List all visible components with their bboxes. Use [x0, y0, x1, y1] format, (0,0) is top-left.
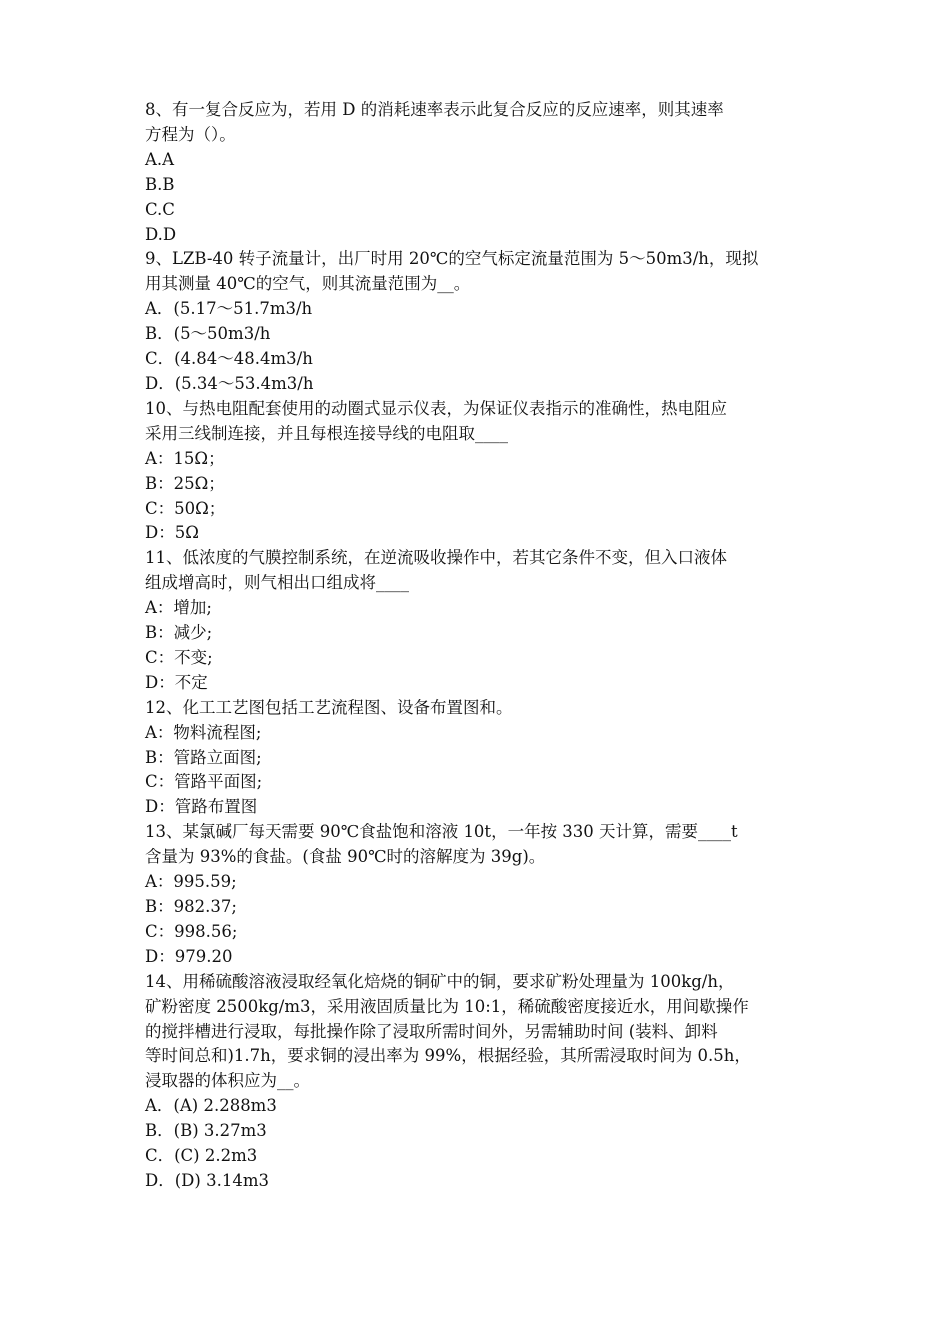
- option-d: D：不定: [145, 672, 208, 692]
- option-a: A：物料流程图;: [145, 722, 262, 742]
- option-c: C：998.56;: [145, 921, 238, 941]
- option-c: C.C: [145, 199, 175, 219]
- option-b: B：25Ω；: [145, 473, 225, 493]
- question-line: 9、LZB-40 转子流量计，出厂时用 20℃的空气标定流量范围为 5～50m3/h，现拟: [145, 249, 759, 269]
- option-b: B：管路立面图;: [145, 747, 262, 767]
- question-line: 浸取器的体积应为__。: [145, 1071, 310, 1091]
- question-9: [145, 247, 815, 396]
- question-text: [145, 820, 815, 870]
- question-11: [145, 546, 815, 695]
- option-d: D.D: [145, 224, 177, 244]
- option-c: C．(C) 2.2m3: [145, 1146, 258, 1166]
- option-a: A：增加;: [145, 598, 212, 618]
- option-d: D：979.20: [145, 946, 233, 966]
- question-text: [145, 546, 815, 596]
- option-c: C：50Ω；: [145, 498, 226, 518]
- option-c: C．(4.84～48.4m3/h: [145, 349, 313, 369]
- question-line: 10、与热电阻配套使用的动圈式显示仪表，为保证仪表指示的准确性，热电阻应: [145, 398, 727, 418]
- question-line: 矿粉密度 2500kg/m3，采用液固质量比为 10:1，稀硫酸密度接近水，用间歇操作: [145, 996, 749, 1016]
- question-8: [145, 98, 815, 247]
- question-line: 11、低浓度的气膜控制系统，在逆流吸收操作中，若其它条件不变，但入口液体: [145, 548, 727, 568]
- question-13: [145, 820, 815, 969]
- option-a: A.A: [145, 149, 175, 169]
- question-10: [145, 397, 815, 546]
- option-c: C：不变;: [145, 647, 213, 667]
- question-text: [145, 98, 815, 148]
- question-line: 用其测量 40℃的空气，则其流量范围为__。: [145, 274, 471, 294]
- question-line: 的搅拌槽进行浸取，每批操作除了浸取所需时间外，另需辅助时间 (装料、卸料: [145, 1021, 718, 1041]
- question-line: 8、有一复合反应为，若用 D 的消耗速率表示此复合反应的反应速率，则其速率: [145, 100, 724, 119]
- option-b: B．(5～50m3/h: [145, 324, 271, 344]
- option-a: A：995.59;: [145, 872, 237, 892]
- option-d: D：管路布置图: [145, 797, 258, 817]
- option-b: B：减少;: [145, 623, 213, 643]
- question-line: 14、用稀硫酸溶液浸取经氧化焙烧的铜矿中的铜，要求矿粉处理量为 100kg/h，: [145, 971, 735, 991]
- question-12: [145, 696, 815, 821]
- question-line: 组成增高时，则气相出口组成将____: [145, 573, 409, 593]
- option-b: B.B: [145, 174, 175, 194]
- document-page: [145, 98, 815, 1194]
- option-d: D．(D) 3.14m3: [145, 1170, 269, 1190]
- option-a: A．(A) 2.288m3: [145, 1096, 277, 1116]
- question-line: 方程为（）。: [145, 124, 236, 144]
- option-b: B．(B) 3.27m3: [145, 1121, 267, 1141]
- question-14: [145, 970, 815, 1194]
- question-text: [145, 696, 815, 721]
- question-line: 13、某氯碱厂每天需要 90℃食盐饱和溶液 10t，一年按 330 天计算，需要____t: [145, 822, 738, 842]
- option-c: C：管路平面图;: [145, 772, 263, 792]
- question-text: [145, 247, 815, 297]
- option-d: D．(5.34～53.4m3/h: [145, 373, 314, 393]
- question-text: [145, 970, 815, 1095]
- question-line: 采用三线制连接，并且每根连接导线的电阻取____: [145, 423, 508, 443]
- option-a: A．(5.17～51.7m3/h: [145, 299, 313, 319]
- option-b: B：982.37;: [145, 897, 237, 916]
- option-d: D：5Ω: [145, 523, 199, 543]
- question-text: [145, 397, 815, 447]
- question-line: 含量为 93%的食盐。(食盐 90℃时的溶解度为 39g)。: [145, 847, 546, 867]
- question-line: 12、化工工艺图包括工艺流程图、设备布置图和。: [145, 697, 513, 717]
- option-a: A：15Ω；: [145, 448, 225, 468]
- question-line: 等时间总和)1.7h，要求铜的浸出率为 99%，根据经验，其所需浸取时间为 0.5h，: [145, 1046, 751, 1066]
